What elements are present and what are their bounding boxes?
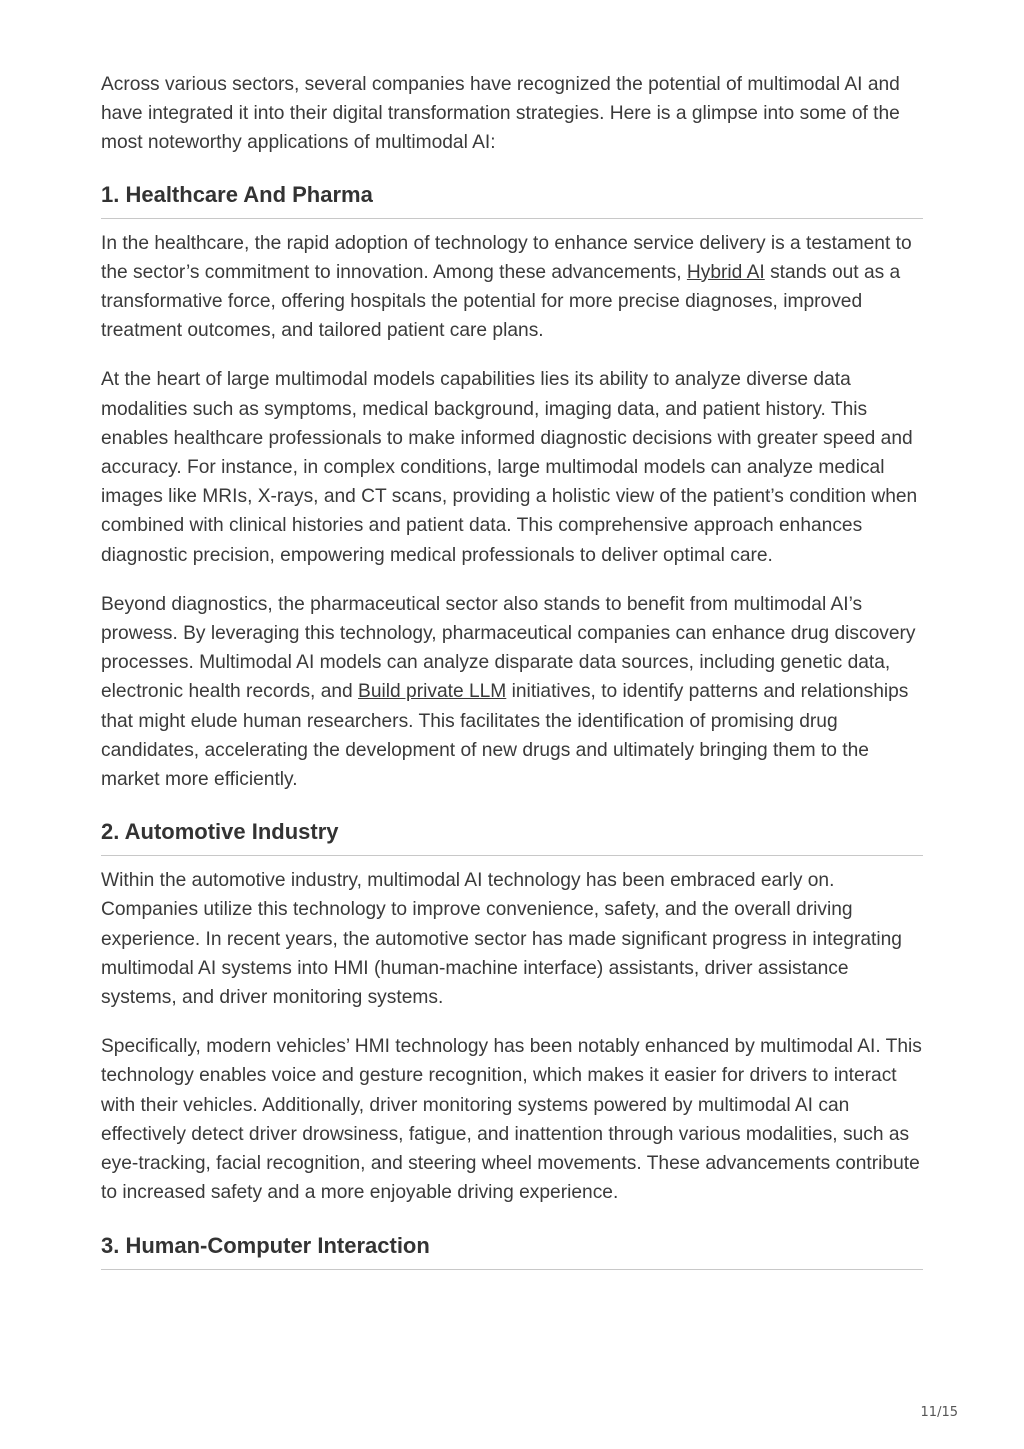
section-human-computer-interaction bbox=[101, 1231, 923, 1270]
healthcare-p1-text-after: stands out as a transformative force, offering hospitals the potential for more precise diagnoses, improved treatment outcomes, and tailored patient care plans. bbox=[101, 261, 901, 342]
hybrid-ai-link[interactable]: Hybrid AI bbox=[686, 261, 765, 283]
section-heading-healthcare: 1. Healthcare And Pharma bbox=[101, 180, 923, 219]
healthcare-p3-text-before: Beyond diagnostics, the pharmaceutical sector also stands to benefit from multimodal AI’s prowess. By leveraging this technology, pharmaceutical companies can enhance drug discovery processes. Multimodal AI models can analyze disparate data sources, including genetic data, electronic health records, and bbox=[101, 593, 916, 703]
healthcare-p3-text-after: initiatives, to identify patterns and relationships that might elude human researchers. This facilitates the identification of promising drug candidates, accelerating the development of new drugs and ultimately bringing them to the market more efficiently. bbox=[101, 681, 909, 791]
build-private-llm-link[interactable]: Build private LLM bbox=[358, 681, 507, 703]
automotive-paragraph-1: Within the automotive industry, multimodal AI technology has been embraced early on. Companies utilize this technology to improve convenience, safety, and the overall driving experience. In recent years, the automotive sector has made significant progress in integrating multimodal AI systems into HMI (human-machine interface) assistants, driver assistance systems, and driver monitoring systems. bbox=[101, 870, 902, 1009]
automotive-paragraph-2: Specifically, modern vehicles’ HMI technology has been notably enhanced by multimodal AI. This technology enables voice and gesture recognition, which makes it easier for drivers to interact with their vehicles. Additionally, driver monitoring systems powered by multimodal AI can effectively detect driver drowsiness, fatigue, and inattention through various modalities, such as eye-tracking, facial recognition, and steering wheel movements. These advancements contribute to increased safety and a more enjoyable driving experience. bbox=[101, 1036, 922, 1204]
section-heading-hci: 3. Human-Computer Interaction bbox=[101, 1231, 923, 1270]
section-healthcare-pharma bbox=[101, 180, 923, 795]
section-heading-automotive: 2. Automotive Industry bbox=[101, 817, 923, 856]
healthcare-paragraph-1 bbox=[101, 229, 923, 346]
section-automotive-industry bbox=[101, 817, 923, 1207]
document-page bbox=[101, 70, 923, 1280]
healthcare-p1-text-before: In the healthcare, the rapid adoption of technology to enhance service delivery is a testament to the sector’s commitment to innovation. Among these advancements, bbox=[101, 232, 912, 283]
page-number: 11/15 bbox=[920, 1405, 958, 1420]
intro-paragraph: Across various sectors, several companies have recognized the potential of multimodal AI and have integrated it into their digital transformation strategies. Here is a glimpse into some of the most noteworthy applications of multimodal AI: bbox=[101, 74, 900, 154]
healthcare-paragraph-2: At the heart of large multimodal models capabilities lies its ability to analyze diverse data modalities such as symptoms, medical background, imaging data, and patient history. This enables healthcare professionals to make informed diagnostic decisions with greater speed and accuracy. For instance, in complex conditions, large multimodal models can analyze medical images like MRIs, X-rays, and CT scans, providing a holistic view of the patient’s condition when combined with clinical histories and patient data. This comprehensive approach enhances diagnostic precision, empowering medical professionals to deliver optimal care. bbox=[101, 369, 918, 566]
healthcare-paragraph-3 bbox=[101, 590, 923, 794]
